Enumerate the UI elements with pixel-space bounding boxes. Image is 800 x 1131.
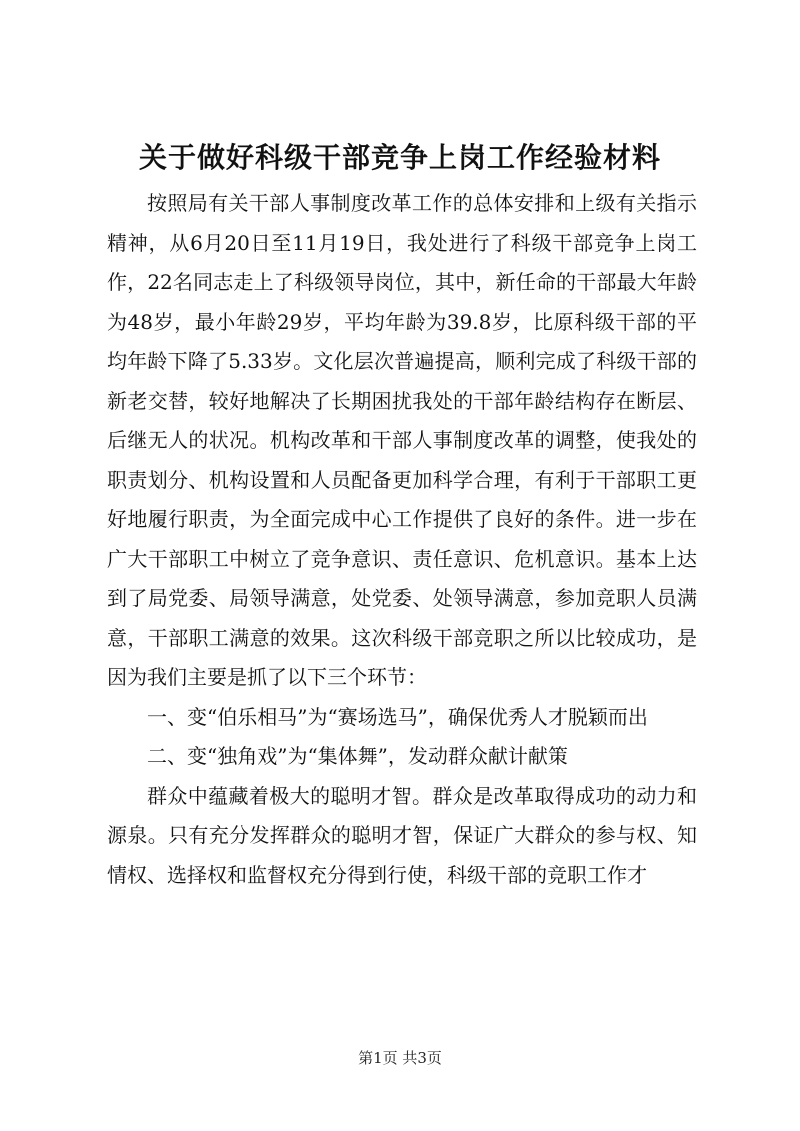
body-paragraph-section-two-text: 群众中蕴藏着极大的聪明才智。群众是改革取得成功的动力和源泉。只有充分发挥群众的聪明才智，保证广大群众的参与权、知情权、选择权和监督权充分得到行使，科级干部的竞职工作才 — [107, 783, 697, 887]
body-paragraph-intro: 按照局有关干部人事制度改革工作的总体安排和上级有关指示精神，从6月20日至11月19日，我处进行了科级干部竞争上岗工作，22名同志走上了科级领导岗位，其中，新任命的干部最大年龄为48岁，最小年龄29岁，平均年龄为39.8岁，比原科级干部的平均年龄下降了5.33岁。文化层次普遍提高，顺利完成了科级干部的新老交替，较好地解决了长期困扰我处的干部年龄结构存在断层、后继无人的状况。机构改革和干部人事制度改革的调整，使我处的职责划分、机构设置和人员配备更加科学合理，有利于干部职工更好地履行职责，为全面完成中心工作提供了良好的条件。进一步在广大干部职工中树立了竞争意识、责任意识、危机意识。基本上达到了局党委、局领导满意，处党委、处领导满意，参加竞职人员满意，干部职工满意的效果。这次科级干部竞职之所以比较成功，是因为我们主要是抓了以下三个环节： — [107, 191, 697, 689]
body-paragraph-section-two-heading: 二、变“独角戏”为“集体舞”，发动群众献计献策 — [147, 744, 568, 768]
body-paragraph-section-one-heading: 一、变“伯乐相马”为“赛场选马”，确保优秀人才脱颖而出 — [147, 704, 648, 729]
page-number-footer: 第1页 共3页 — [358, 1049, 442, 1067]
document-title: 关于做好科级干部竞争上岗工作经验材料 — [138, 141, 661, 174]
document-body — [107, 184, 697, 895]
